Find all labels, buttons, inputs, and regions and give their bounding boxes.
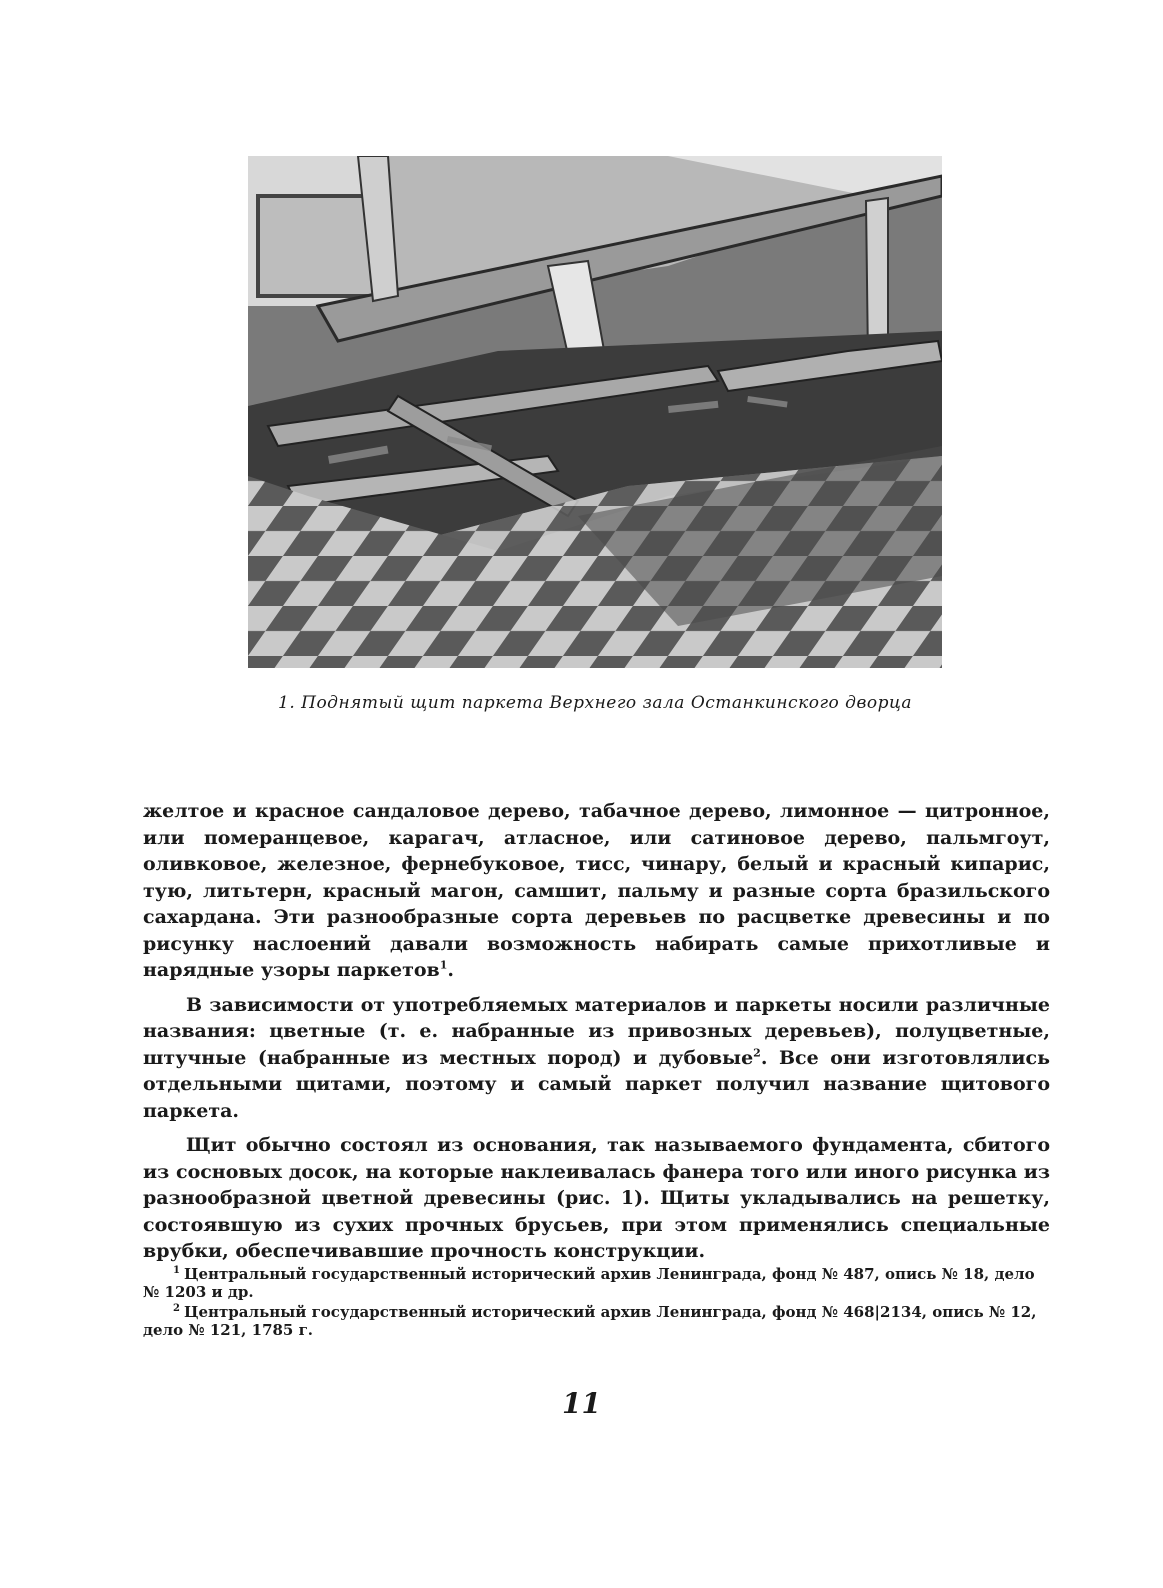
page-number: 11 [562, 1387, 601, 1420]
photo-raised-parquet-panel [248, 156, 942, 668]
parquet-photo-illustration [248, 156, 942, 668]
footnote-2: $^2$ Центральный государственный исторический архив Ленинграда, фонд № 468|2134, опись № 12, дело № 121, 1785 г. [143, 1303, 1037, 1339]
paragraph-2: В зависимости от употребляемых материалов и паркеты носили различные названия: цветные (т. е. набранные из привозных деревьев), полуцветные, штучные (набранные из местных пород) и дубовые$^2$. Все они изготовлялись отдельными щитами, поэтому и самый паркет получил название щитового паркета. [143, 993, 1050, 1122]
footnote-ref-2[interactable]: 2 [753, 1046, 761, 1060]
paragraph-3: Щит обычно состоял из основания, так называемого фундамента, сбитого из сосновых досок, на которые наклеивалась фанера того или иного рисунка из разнообразной цветной древесины (рис. 1). Щиты укладывались на решетку, состоявшую из сухих прочных брусьев, при этом применялись специальные врубки, обеспечивавшие прочность конструкции. [143, 1134, 1050, 1262]
footnote-ref-1[interactable]: 1 [439, 958, 448, 972]
paragraph-1: желтое и красное сандаловое дерево, табачное дерево, лимонное — цитронное, или померанцевое, карагач, атласное, или сатиновое дерево, пальмгоут, оливковое, железное, фернебуковое, тисс, чинару, белый и красный кипарис, тую, литьтерн, красный магон, самшит, пальму и разные сорта бразильского сахардана. Эти разнообразные сорта деревьев по расцветке древесины и по рисунку наслоений давали возможность набирать самые прихотливые и нарядные узоры паркетов$^1$. [143, 800, 1050, 981]
figure-caption: 1. Поднятый щит паркета Верхнего зала Останкинского дворца [278, 693, 912, 713]
main-text [143, 798, 1050, 1273]
footnotes [143, 1265, 1050, 1341]
footnote-1: $^1$ Центральный государственный исторический архив Ленинграда, фонд № 487, опись № 18, дело № 1203 и др. [143, 1265, 1035, 1301]
